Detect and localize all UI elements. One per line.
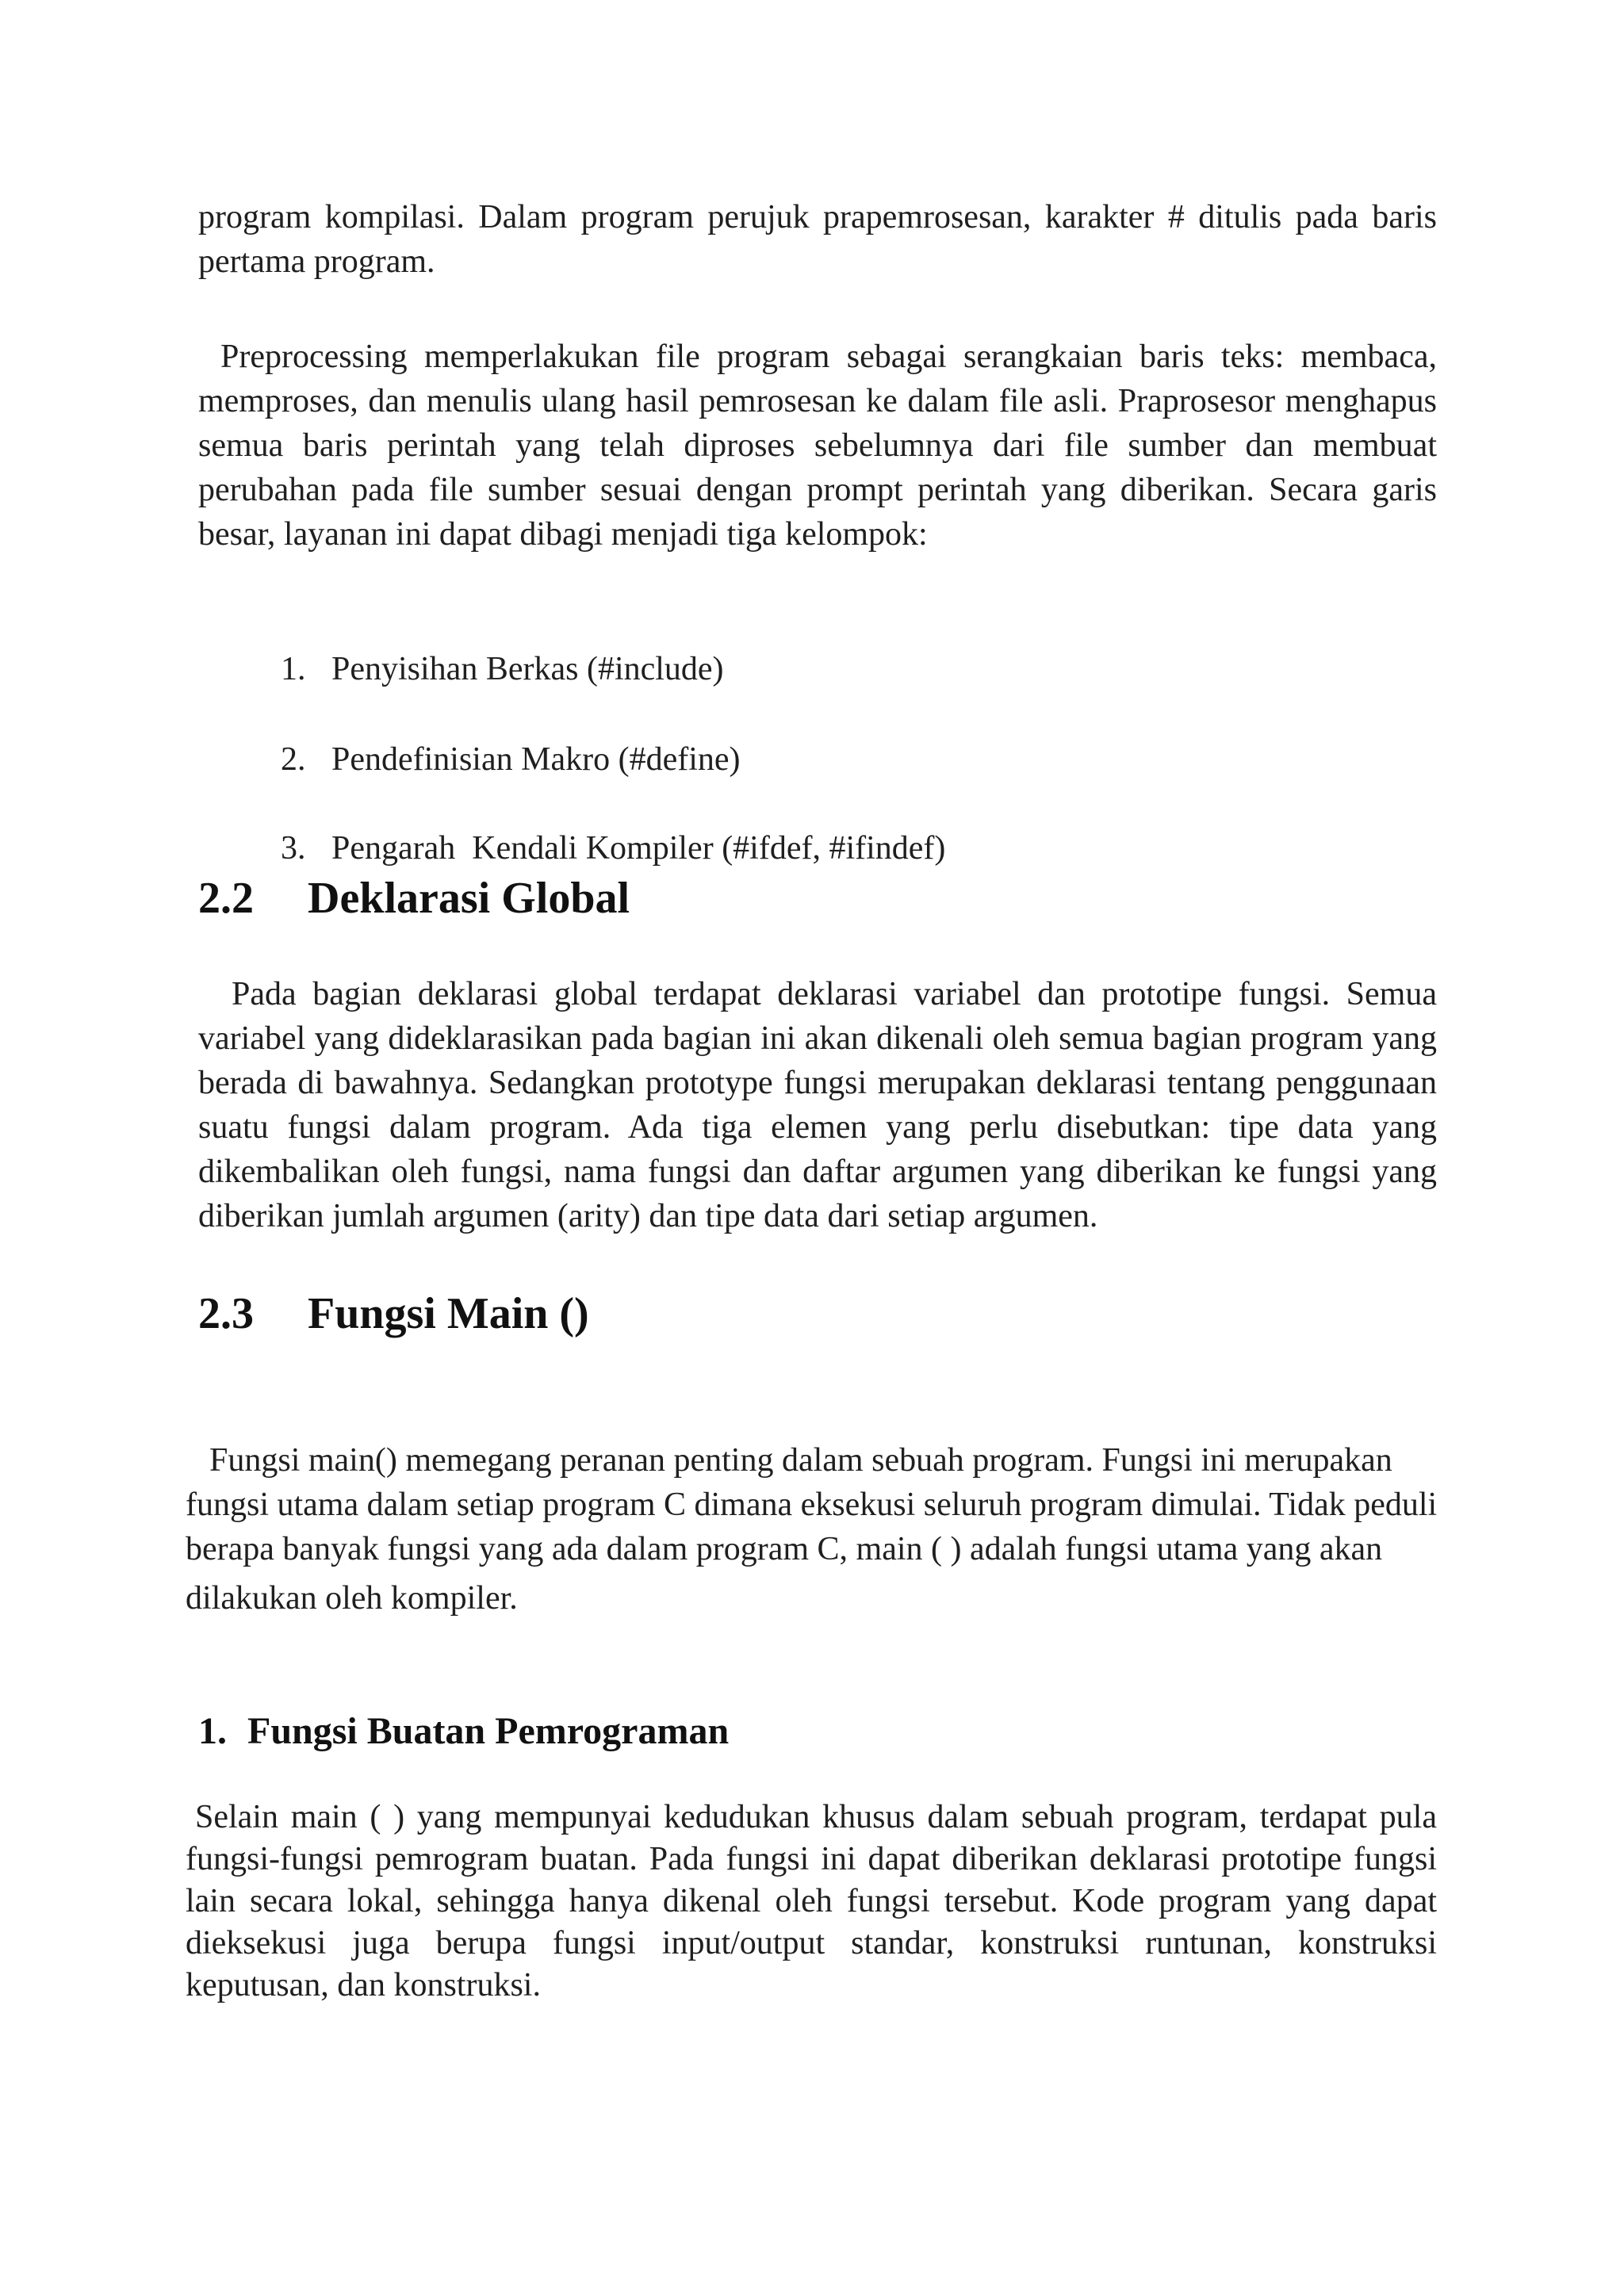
section-heading-deklarasi-global	[198, 871, 630, 926]
list-text: Pengarah Kendali Kompiler (#ifdef, #ifindef)	[331, 830, 946, 867]
list-number: 3.	[281, 830, 306, 867]
list-number: 1.	[281, 651, 306, 687]
subsection-number: 1.	[198, 1710, 227, 1752]
list-text: Pendefinisian Makro (#define)	[331, 741, 741, 778]
section-number: 2.3	[198, 1289, 254, 1338]
fungsi-buatan-paragraph: Selain main ( ) yang mempunyai kedudukan khusus dalam sebuah program, terdapat pula fungsi-fungsi pemrogram buatan. Pada fungsi ini dapat diberikan deklarasi prototipe fungsi lain secara lokal, sehingga hanya dikenal oleh fungsi tersebut. Kode program yang dapat dieksekusi juga berupa fungsi input/output standar, konstruksi runtunan, konstruksi keputusan, dan konstruksi.	[186, 1799, 1437, 2003]
section-number: 2.2	[198, 874, 254, 923]
list-text: Penyisihan Berkas (#include)	[331, 651, 724, 687]
paragraph-line: dilakukan oleh kompiler.	[186, 1580, 518, 1617]
paragraph-line: Fungsi main() memegang peranan penting dalam sebuah program. Fungsi ini merupakan	[209, 1442, 1392, 1479]
subsection-title: Fungsi Buatan Pemrograman	[247, 1710, 730, 1752]
paragraph-line: berapa banyak fungsi yang ada dalam program C, main ( ) adalah fungsi utama yang akan	[186, 1531, 1383, 1567]
paragraph-line: fungsi utama dalam setiap program C dimana eksekusi seluruh program dimulai. Tidak peduli	[186, 1487, 1438, 1523]
list-number: 2.	[281, 741, 306, 778]
preprocessing-paragraph: Preprocessing memperlakukan file program sebagai serangkaian baris teks: membaca, memproses, dan menulis ulang hasil pemrosesan ke dalam file asli. Praprosesor menghapus semua baris perintah yang telah diproses sebelumnya dari file sumber dan membuat perubahan pada file sumber sesuai dengan prompt perintah yang diberikan. Secara garis besar, layanan ini dapat dibagi menjadi tiga kelompok:	[198, 339, 1437, 553]
section-title: Deklarasi Global	[308, 874, 630, 923]
subsection-heading-fungsi-buatan	[198, 1708, 729, 1755]
section-heading-fungsi-main	[198, 1286, 589, 1341]
fungsi-main-paragraph	[186, 1438, 1454, 1621]
intro-paragraph: program kompilasi. Dalam program perujuk prapemrosesan, karakter # ditulis pada baris pertama program.	[198, 199, 1437, 280]
section-title: Fungsi Main ()	[308, 1289, 589, 1338]
preprocessor-group-list	[247, 603, 1278, 867]
deklarasi-global-paragraph: Pada bagian deklarasi global terdapat deklarasi variabel dan prototipe fungsi. Semua variabel yang dideklarasikan pada bagian ini akan dikenali oleh semua bagian program yang berada di bawahnya. Sedangkan prototype fungsi merupakan deklarasi tentang penggunaan suatu fungsi dalam program. Ada tiga elemen yang perlu disebutkan: tipe data yang dikembalikan oleh fungsi, nama fungsi dan daftar argumen yang diberikan ke fungsi yang diberikan jumlah argumen (arity) dan tipe data dari setiap argumen.	[198, 976, 1437, 1234]
